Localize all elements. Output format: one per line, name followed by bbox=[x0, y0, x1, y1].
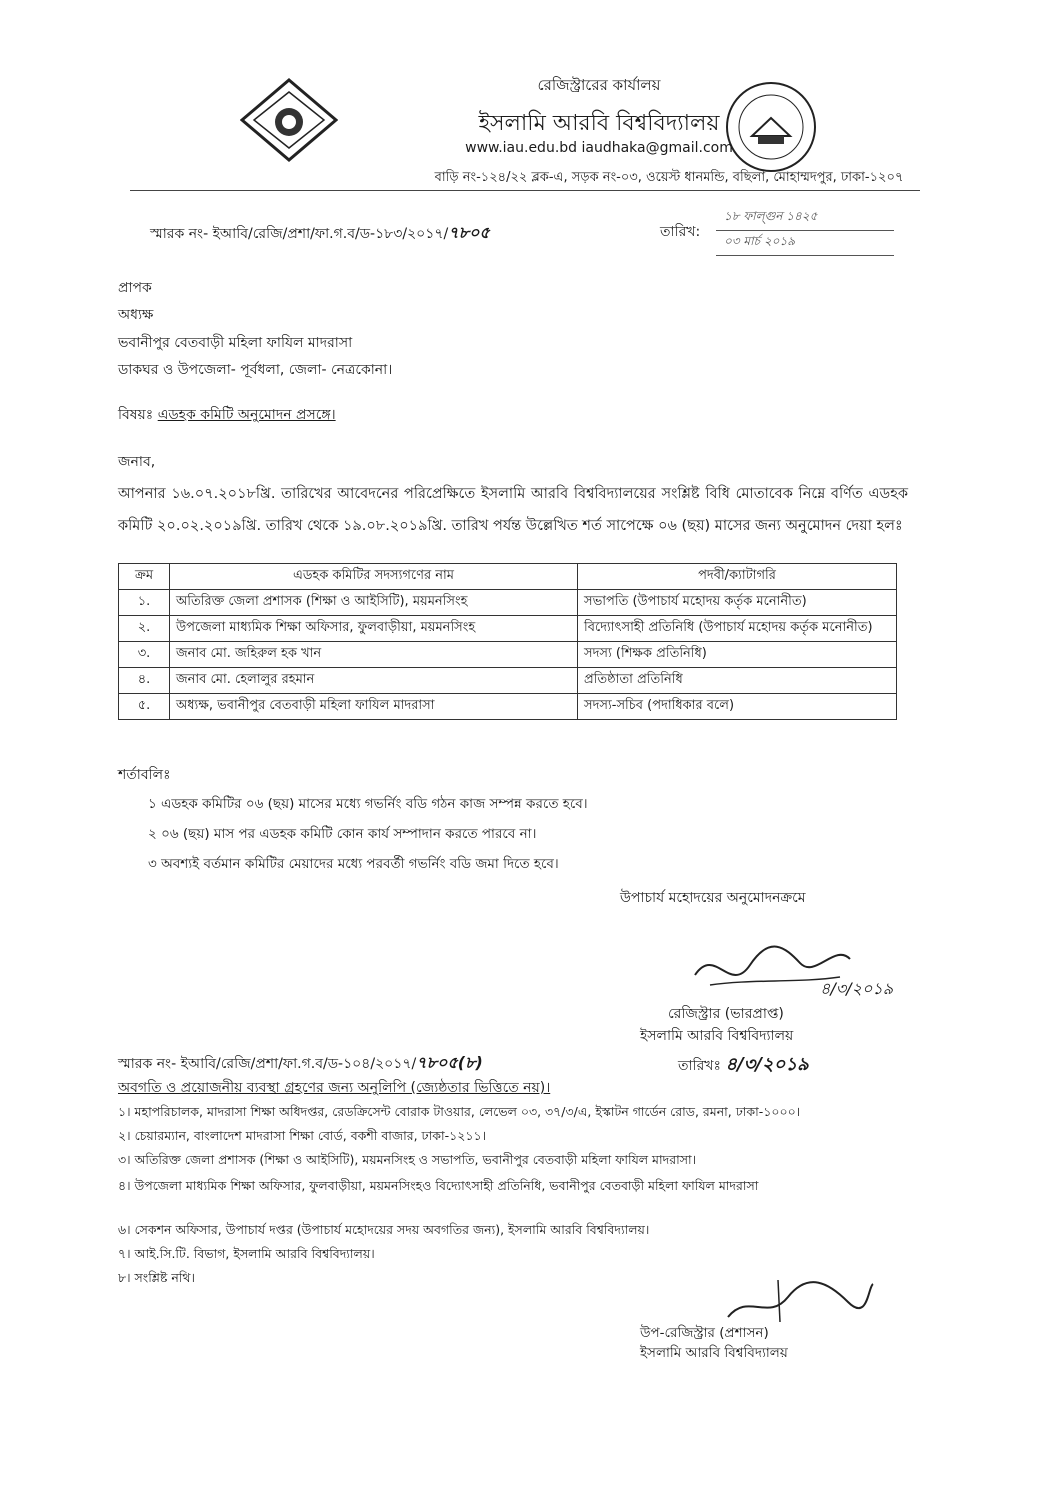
recipient-to: প্রাপক bbox=[118, 280, 152, 296]
recipient-address: ডাকঘর ও উপজেলা- পূর্বধলা, জেলা- নেত্রকোনা। bbox=[118, 362, 393, 378]
memo-handwritten-number: ৭৮০৫ bbox=[448, 223, 490, 242]
memo2-date bbox=[678, 1050, 809, 1081]
table-row bbox=[119, 642, 897, 668]
deputy-registrar-designation: উপ-রেজিস্ট্রার (প্রশাসন) bbox=[640, 1325, 769, 1341]
row-member-name: অধ্যক্ষ, ভবানীপুর বেতবাড়ী মহিলা ফাযিল মাদরাসা bbox=[170, 694, 578, 720]
registrar-university: ইসলামি আরবি বিশ্ববিদ্যালয় bbox=[640, 1028, 794, 1044]
condition-item: ৩ অবশ্যই বর্তমান কমিটির মেয়াদের মধ্যে পরবর্তী গভর্নিং বডি জমা দিতে হবে। bbox=[148, 856, 559, 872]
subject-text: এডহক কমিটি অনুমোদন প্রসঙ্গে। bbox=[157, 407, 336, 423]
table-row bbox=[119, 616, 897, 642]
row-designation: সদস্য (শিক্ষক প্রতিনিধি) bbox=[578, 642, 897, 668]
memo2-handwritten-number: ৭৮০৫(৮) bbox=[416, 1053, 483, 1072]
date-label: তারিখ: bbox=[660, 224, 701, 240]
col-member-name: এডহক কমিটির সদস্যগণের নাম bbox=[170, 564, 578, 590]
row-serial: ৩. bbox=[119, 642, 170, 668]
approval-note: উপাচার্য মহোদয়ের অনুমোদনক্রমে bbox=[620, 890, 806, 906]
row-member-name: অতিরিক্ত জেলা প্রশাসক (শিক্ষা ও আইসিটি), ময়মনসিংহ bbox=[170, 590, 578, 616]
date-bangla: ১৮ ফাল্গুন ১৪২৫ bbox=[716, 206, 894, 231]
conditions-label: শর্তাবলিঃ bbox=[118, 767, 171, 783]
table-row bbox=[119, 590, 897, 616]
memo2-date-label: তারিখঃ bbox=[678, 1058, 721, 1074]
web-email: www.iau.edu.bd iaudhaka@gmail.com bbox=[465, 140, 733, 156]
signature-date: ৪/৩/২০১৯ bbox=[820, 979, 894, 998]
row-serial: ২. bbox=[119, 616, 170, 642]
table-row bbox=[119, 694, 897, 720]
date-english: ০৩ মার্চ ২০১৯ bbox=[716, 231, 894, 256]
copy-item: ১। মহাপরিচালক, মাদরাসা শিক্ষা অধিদপ্তর, রেডক্রিসেন্ট বোরাক টাওয়ার, লেভেল ০৩, ৩৭/৩/এ, ইস্কাটন গার্ডেন রোড, রমনা, ঢাকা-১০০০। bbox=[118, 1104, 801, 1119]
table-header-row bbox=[119, 564, 897, 590]
memo2-number bbox=[118, 1050, 483, 1077]
row-serial: ৪. bbox=[119, 668, 170, 694]
copy-item: ৭। আই.সি.টি. বিভাগ, ইসলামি আরবি বিশ্ববিদ্যালয়। bbox=[118, 1246, 375, 1261]
header-divider bbox=[130, 190, 920, 191]
copy-item: ৪। উপজেলা মাধ্যমিক শিক্ষা অফিসার, ফুলবাড়ীয়া, ময়মনসিংহও বিদ্যোৎসাহী প্রতিনিধি, ভবানীপুর বেতবাড়ী মহিলা ফাযিল মাদরাসা bbox=[118, 1178, 759, 1193]
university-address: বাড়ি নং-১২৪/২২ ব্লক-এ, সড়ক নং-০৩, ওয়েস্ট ধানমন্ডি, বছিলা, মোহাম্মদপুর, ঢাকা-১২০৭ bbox=[434, 170, 904, 185]
memo2-date-value: ৪/৩/২০১৯ bbox=[725, 1054, 809, 1075]
memo-number bbox=[150, 220, 490, 247]
row-designation: প্রতিষ্ঠাতা প্রতিনিধি bbox=[578, 668, 897, 694]
registrar-designation: রেজিস্ট্রার (ভারপ্রাপ্ত) bbox=[668, 1006, 784, 1022]
row-designation: বিদ্যোৎসাহী প্রতিনিধি (উপাচার্য মহোদয় কর্তৃক মনোনীত) bbox=[578, 616, 897, 642]
table-row bbox=[119, 668, 897, 694]
copy-item: ৩। অতিরিক্ত জেলা প্রশাসক (শিক্ষা ও আইসিটি), ময়মনসিংহ ও সভাপতি, ভবানীপুর বেতবাড়ী মহিলা ফাযিল মাদরাসা। bbox=[118, 1152, 697, 1167]
copy-item: ২। চেয়ারম্যান, বাংলাদেশ মাদরাসা শিক্ষা বোর্ড, বকশী বাজার, ঢাকা-১২১১। bbox=[118, 1128, 487, 1143]
recipient-institution: ভবানীপুর বেতবাড়ী মহিলা ফাযিল মাদরাসা bbox=[118, 335, 353, 351]
row-member-name: জনাব মো. হেলালুর রহমান bbox=[170, 668, 578, 694]
condition-item: ২ ০৬ (ছয়) মাস পর এডহক কমিটি কোন কার্য সম্পাদান করতে পারবে না। bbox=[148, 826, 537, 842]
row-member-name: উপজেলা মাধ্যমিক শিক্ষা অফিসার, ফুলবাড়ীয়া, ময়মনসিংহ bbox=[170, 616, 578, 642]
copy-heading: অবগতি ও প্রয়োজনীয় ব্যবস্থা গ্রহণের জন্য অনুলিপি (জ্যেষ্ঠতার ভিত্তিতে নয়)। bbox=[118, 1080, 551, 1096]
body-paragraph: আপনার ১৬.০৭.২০১৮খ্রি. তারিখের আবেদনের পরিপ্রেক্ষিতে ইসলামি আরবি বিশ্ববিদ্যালয়ের সংশ্লিষ্ট বিধি মোতাবেক নিম্নে বর্ণিত এডহক কমিটি ২০.০২.২০১৯খ্রি. তারিখ থেকে ১৯.০৮.২০১৯খ্রি. তারিখ পর্যন্ত উল্লেখিত শর্ত সাপেক্ষে ০৬ (ছয়) মাসের জন্য অনুমোদন দেয়া হলঃ bbox=[118, 486, 908, 534]
copy-item: ৮। সংশ্লিষ্ট নথি। bbox=[118, 1270, 195, 1285]
subject-line bbox=[118, 403, 336, 427]
copy-item: ৬। সেকশন অফিসার, উপাচার্য দপ্তর (উপাচার্য মহোদয়ের সদয় অবগতির জন্য), ইসলামি আরবি বিশ্ববিদ্যালয়। bbox=[118, 1222, 650, 1237]
memo2-label: স্মারক নং- ইআবি/রেজি/প্রশা/ফা.গ.ব/ড-১০৪/২০১৭/ bbox=[118, 1056, 417, 1072]
condition-item: ১ এডহক কমিটির ০৬ (ছয়) মাসের মধ্যে গভর্নিং বডি গঠন কাজ সম্পন্ন করতে হবে। bbox=[148, 796, 588, 812]
row-designation: সভাপতি (উপাচার্য মহোদয় কর্তৃক মনোনীত) bbox=[578, 590, 897, 616]
subject-label: বিষয়ঃ bbox=[118, 407, 154, 423]
recipient-title: অধ্যক্ষ bbox=[118, 307, 154, 323]
col-serial: ক্রম bbox=[119, 564, 170, 590]
date-box bbox=[716, 206, 894, 256]
row-member-name: জনাব মো. জহিরুল হক খান bbox=[170, 642, 578, 668]
university-name: ইসলামি আরবি বিশ্ববিদ্যালয় bbox=[478, 111, 720, 136]
row-serial: ১. bbox=[119, 590, 170, 616]
row-serial: ৫. bbox=[119, 694, 170, 720]
memo-label: স্মারক নং- ইআবি/রেজি/প্রশা/ফা.গ.ব/ড-১৮৩/২০১৭/ bbox=[150, 226, 449, 242]
salutation: জনাব, bbox=[118, 454, 156, 470]
col-designation: পদবী/ক্যাটাগরি bbox=[578, 564, 897, 590]
deputy-registrar-university: ইসলামি আরবি বিশ্ববিদ্যালয় bbox=[640, 1345, 788, 1361]
committee-table bbox=[118, 563, 897, 720]
office-name: রেজিস্ট্রারের কার্যালয় bbox=[537, 76, 661, 94]
row-designation: সদস্য-সচিব (পদাধিকার বলে) bbox=[578, 694, 897, 720]
